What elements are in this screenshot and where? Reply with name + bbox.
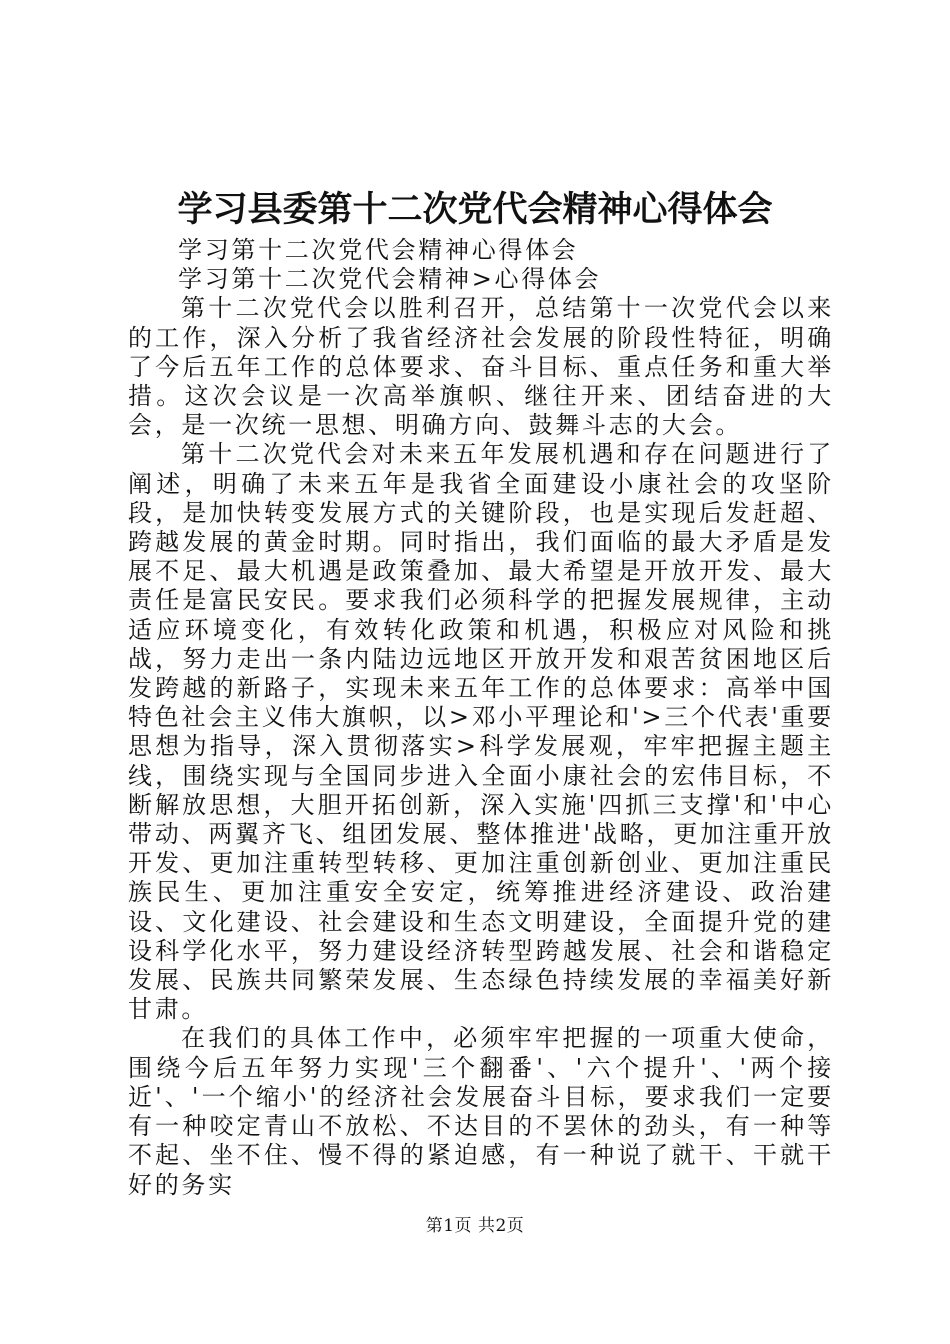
subtitle-line: 学习第十二次党代会精神心得体会 (178, 236, 579, 264)
body-paragraph: 第十二次党代会以胜利召开，总结第十一次党代会以来的工作，深入分析了我省经济社会发展的阶段性特征，明确了今后五年工作的总体要求、奋斗目标、重点任务和重大举措。这次会议是一次高举旗帜、继往开来、团结奋进的大会，是一次统一思想、明确方向、鼓舞斗志的大会。 (128, 294, 834, 440)
subtitle-line: 学习第十二次党代会精神>心得体会 (178, 265, 602, 294)
document-body (128, 236, 834, 1200)
document-title: 学习县委第十二次党代会精神心得体会 (177, 189, 773, 230)
page-footer: 第1页 共2页 (425, 1216, 525, 1236)
body-paragraph: 在我们的具体工作中，必须牢牢把握的一项重大使命，围绕今后五年努力实现'三个翻番'、'六个提升'、'两个接近'、'一个缩小'的经济社会发展奋斗目标，要求我们一定要有一种咬定青山不放松、不达目的不罢休的劲头，有一种等不起、坐不住、慢不得的紧迫感，有一种说了就干、干就干好的务实 (128, 1024, 834, 1199)
body-paragraph: 第十二次党代会对未来五年发展机遇和存在问题进行了阐述，明确了未来五年是我省全面建设小康社会的攻坚阶段，是加快转变发展方式的关键阶段，也是实现后发赶超、跨越发展的黄金时期。同时指出，我们面临的最大矛盾是发展不足、最大机遇是政策叠加、最大希望是开放开发、最大责任是富民安民。要求我们必须科学的把握发展规律，主动适应环境变化，有效转化政策和机遇，积极应对风险和挑战，努力走出一条内陆边远地区开放开发和艰苦贫困地区后发跨越的新路子，实现未来五年工作的总体要求：高举中国特色社会主义伟大旗帜，以>邓小平理论和'>三个代表'重要思想为指导，深入贯彻落实>科学发展观，牢牢把握主题主线，围绕实现与全国同步进入全面小康社会的宏伟目标，不断解放思想，大胆开拓创新，深入实施'四抓三支撑'和'中心带动、两翼齐飞、组团发展、整体推进'战略，更加注重开放开发、更加注重转型转移、更加注重创新创业、更加注重民族民生、更加注重安全安定，统筹推进经济建设、政治建设、文化建设、社会建设和生态文明建设，全面提升党的建设科学化水平，努力建设经济转型跨越发展、社会和谐稳定发展、民族共同繁荣发展、生态绿色持续发展的幸福美好新甘肃。 (128, 440, 834, 1024)
